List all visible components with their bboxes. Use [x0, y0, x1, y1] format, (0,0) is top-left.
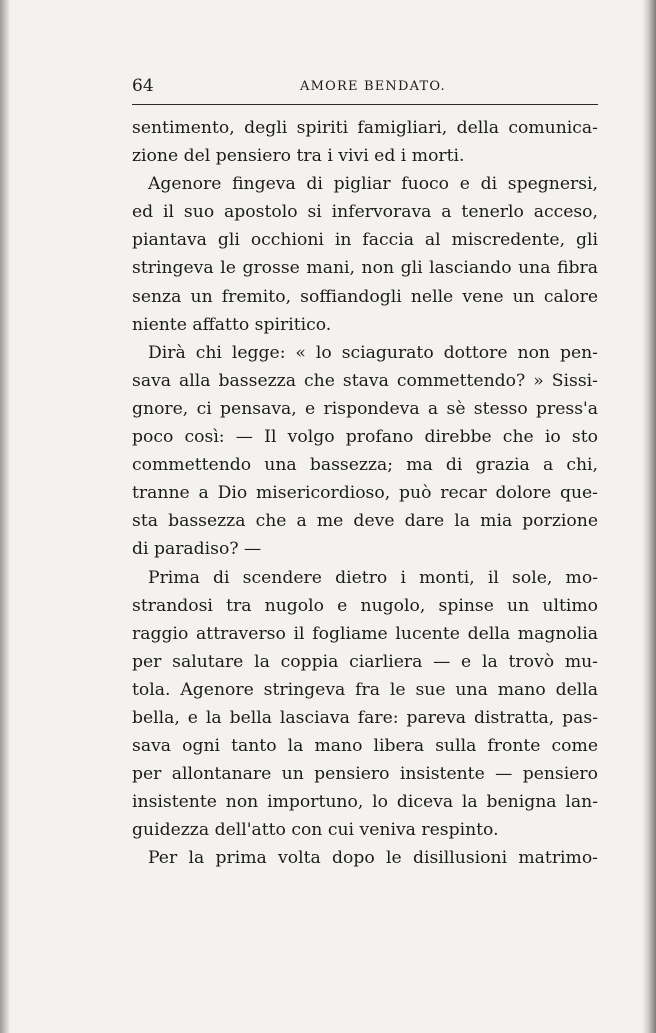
text-line: raggio attraverso il fogliame lucente della magnolia	[132, 623, 598, 644]
running-title: AMORE BENDATO.	[300, 79, 446, 94]
text-line: poco così: — Il volgo profano direbbe che io sto	[132, 427, 598, 448]
text-line: sava ogni tanto la mano libera sulla fronte come	[132, 736, 598, 757]
text-line: sta bassezza che a me deve dare la mia porzione	[132, 511, 598, 532]
text-line: commettendo una bassezza; ma di grazia a chi,	[132, 455, 598, 476]
text-line: tranne a Dio misericordioso, può recar dolore que-	[132, 483, 598, 504]
text-line: strandosi tra nugolo e nugolo, spinse un ultimo	[132, 595, 598, 616]
text-line: bella, e la bella lasciava fare: pareva distratta, pas-	[132, 707, 598, 728]
page-header	[132, 74, 598, 98]
text-line: Per la prima volta dopo le disillusioni matrimo-	[148, 848, 598, 869]
text-line: di paradiso? —	[132, 539, 262, 560]
text-line: piantava gli occhioni in faccia al miscredente, gli	[132, 230, 598, 251]
text-line: tola. Agenore stringeva fra le sue una mano della	[132, 679, 598, 700]
header-rule	[132, 104, 598, 105]
text-line: per allontanare un pensiero insistente — pensiero	[132, 764, 598, 785]
text-line: Dirà chi legge: « lo sciagurato dottore non pen-	[148, 342, 598, 363]
text-line: stringeva le grosse mani, non gli lasciando una fibra	[132, 258, 598, 279]
text-line: sentimento, degli spiriti famigliari, della comunica-	[132, 118, 598, 138]
page-right-edge-shadow	[642, 0, 656, 1033]
text-line: Agenore fingeva di pigliar fuoco e di spegnersi,	[148, 174, 598, 195]
text-line: gnore, ci pensava, e rispondeva a sè stesso press'a	[132, 398, 598, 419]
body-text	[132, 114, 598, 873]
text-line: Prima di scendere dietro i monti, il sole, mo-	[148, 567, 598, 588]
text-line: sava alla bassezza che stava commettendo? » Sissi-	[132, 370, 598, 391]
page-number: 64	[132, 76, 154, 96]
text-line: niente affatto spiritico.	[132, 314, 332, 335]
text-line: senza un fremito, soffiandogli nelle vene un calore	[132, 286, 598, 307]
text-line: per salutare la coppia ciarliera — e la trovò mu-	[132, 651, 598, 672]
text-line: guidezza dell'atto con cui veniva respinto.	[132, 820, 499, 841]
text-line: zione del pensiero tra i vivi ed i morti.	[132, 146, 465, 167]
page-left-edge-shadow	[0, 0, 10, 1033]
text-line: ed il suo apostolo si infervorava a tenerlo acceso,	[132, 202, 598, 223]
text-line: insistente non importuno, lo diceva la benigna lan-	[132, 792, 598, 813]
